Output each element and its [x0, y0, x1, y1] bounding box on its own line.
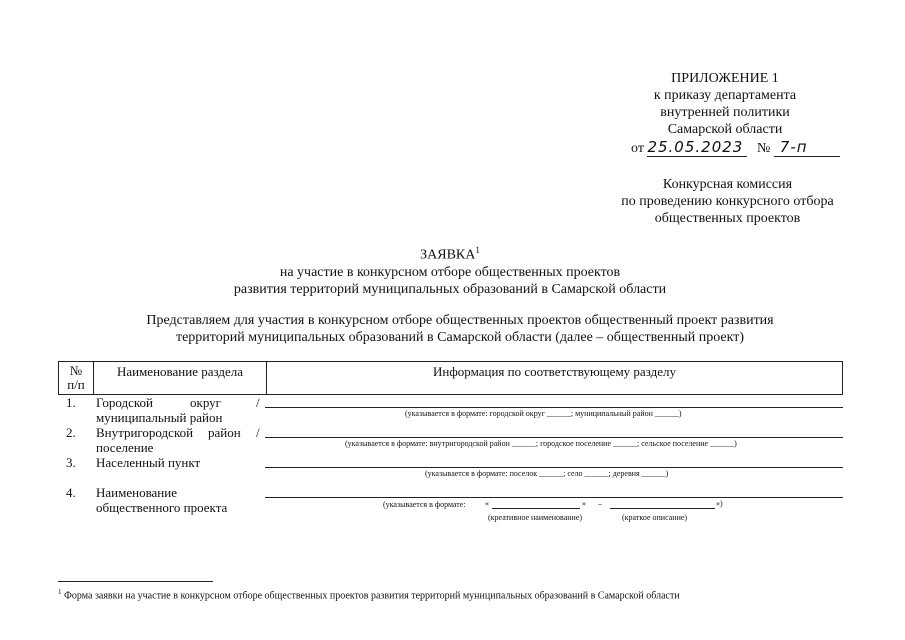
row-label-c: / — [256, 425, 260, 440]
appendix-line-2: внутренней политики — [660, 105, 790, 120]
row-label-a: Внутригородской — [96, 425, 194, 440]
footnote-text: Форма заявки на участие в конкурсном отборе общественных проектов развития территорий муниципальных образований в Самарской области — [64, 590, 680, 602]
row-3-fill-line[interactable] — [265, 467, 843, 468]
order-number-handwritten: 7-п — [774, 138, 840, 157]
row-1-hint: (указывается в формате: городской округ ______; муниципальный район ______) — [405, 409, 682, 418]
col-number-header: № п/п — [59, 362, 94, 395]
row-label-a: Наименование — [96, 485, 177, 500]
number-prefix: № — [756, 141, 771, 156]
row-label-b: район — [208, 425, 241, 440]
appendix-line-3: Самарской области — [667, 122, 783, 137]
addressee-line-2: по проведению конкурсного отбора — [621, 194, 834, 209]
heading-line-1: на участие в конкурсном отборе общественных проектов — [279, 264, 621, 280]
row-4-fill-line[interactable] — [265, 497, 843, 498]
row-4-quote-open: « — [485, 499, 489, 508]
row-4-dash: – — [598, 499, 602, 508]
footnote-mark: 1 — [475, 245, 480, 255]
row-label-a: Населенный пункт — [96, 455, 201, 470]
row-4-end: ») — [716, 499, 723, 508]
col-info-header: Информация по соответствующему разделу — [267, 362, 843, 395]
intro-line-1: Представляем для участия в конкурсном отборе общественных проектов общественный проект развития — [146, 313, 774, 328]
row-number: 1. — [66, 395, 76, 410]
row-2-hint: (указывается в формате: внутригородской район ______; городское поселение ______; сельское поселение ______) — [345, 439, 737, 448]
row-4-sub-short: (краткое описание) — [622, 513, 688, 522]
addressee-line-1: Конкурсная комиссия — [662, 177, 793, 192]
footnote-separator — [58, 581, 213, 582]
row-4-sub-creative: (креативное наименование) — [488, 513, 583, 522]
appendix-block — [615, 70, 835, 138]
appendix-line-1: к приказу департамента — [653, 88, 797, 103]
application-table-header — [58, 361, 843, 395]
addressee-block — [600, 176, 855, 227]
row-4-hint: (указывается в формате: — [383, 500, 466, 509]
addressee-line-3: общественных проектов — [654, 211, 801, 226]
heading-line-2: развития территорий муниципальных образований в Самарской области — [233, 281, 667, 297]
document-heading — [150, 242, 750, 298]
row-label-a: Городской — [96, 395, 153, 410]
row-label-d: поселение — [96, 440, 154, 455]
order-date-line — [631, 138, 840, 157]
row-label-b: округ — [190, 395, 221, 410]
row-label-d: общественного проекта — [96, 500, 228, 515]
intro-line-2: территорий муниципальных образований в Самарской области (далее – общественный проект) — [175, 330, 745, 345]
row-2-fill-line[interactable] — [265, 437, 843, 438]
date-prefix: от — [631, 141, 644, 156]
intro-paragraph — [80, 312, 840, 346]
heading-title: ЗАЯВКА$^1$ — [420, 245, 480, 263]
row-3-hint: (указывается в формате: поселок ______; село ______; деревня ______) — [425, 469, 669, 478]
col-section-header: Наименование раздела — [94, 362, 267, 395]
row-number: 3. — [66, 455, 76, 470]
footnote — [58, 588, 680, 601]
row-number: 2. — [66, 425, 76, 440]
row-1-fill-line[interactable] — [265, 407, 843, 408]
row-label-d: муниципальный район — [96, 410, 223, 425]
appendix-title: ПРИЛОЖЕНИЕ 1 — [671, 71, 779, 86]
order-date-handwritten: 25.05.2023 — [647, 138, 747, 157]
row-number: 4. — [66, 485, 76, 500]
row-4-creative-name-field[interactable] — [492, 508, 580, 509]
row-4-short-description-field[interactable] — [610, 508, 715, 509]
row-label-c: / — [256, 395, 260, 410]
row-4-quote-close: » — [582, 499, 586, 508]
footnote-number: 1 — [58, 588, 62, 596]
